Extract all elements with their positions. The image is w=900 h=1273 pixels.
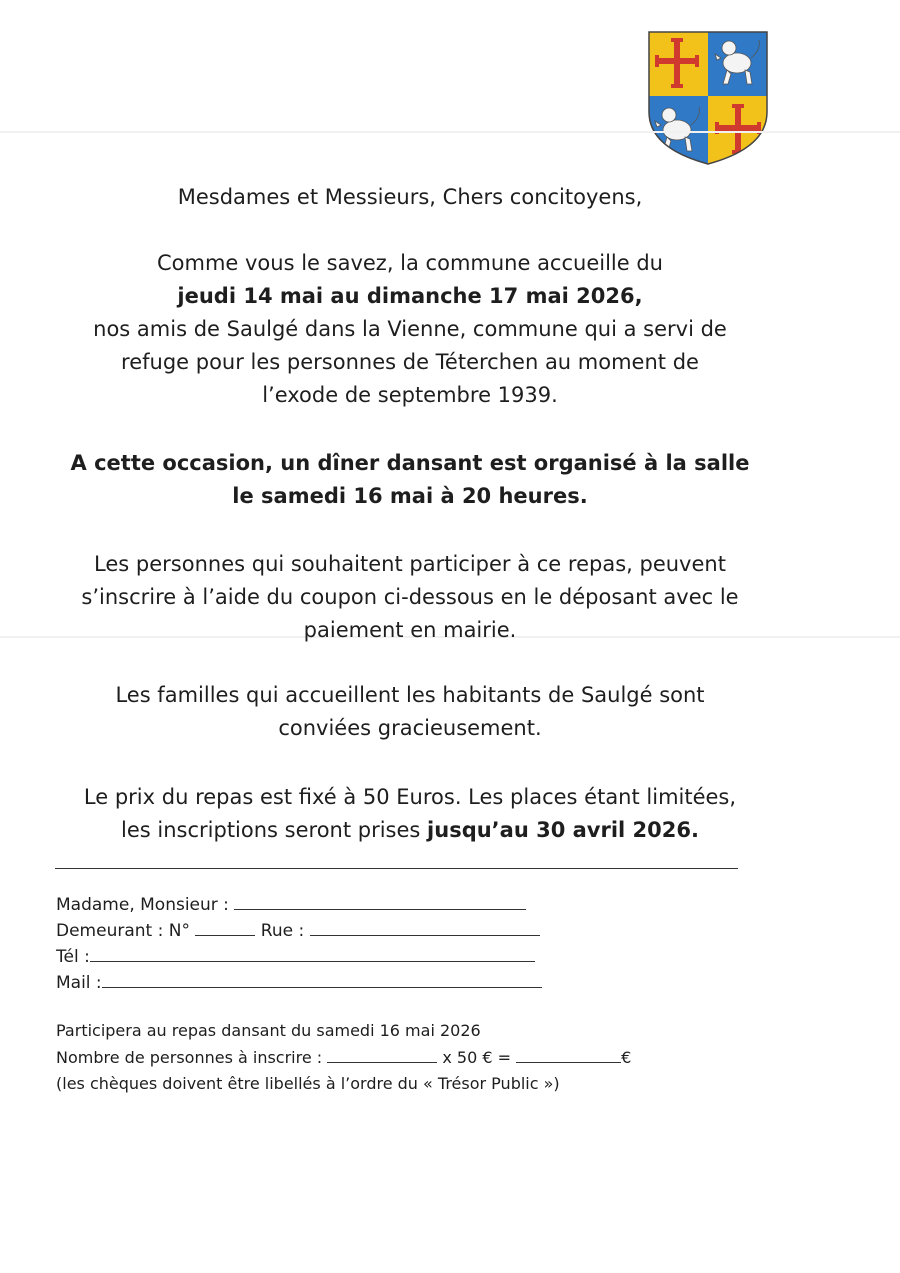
event-date-time: le samedi 16 mai à 20 heures. — [232, 484, 588, 508]
intro-line: refuge pour les personnes de Téterchen au moment de — [121, 350, 699, 374]
currency-symbol: € — [621, 1048, 632, 1067]
participation-line: Participera au repas dansant du samedi 16 mai 2026 — [56, 1021, 481, 1040]
phone-label: Tél : — [56, 947, 90, 967]
event-announcement — [0, 447, 820, 513]
house-number-field[interactable] — [195, 917, 255, 936]
paper-fold-line — [0, 131, 900, 133]
street-label: Rue : — [260, 921, 305, 941]
phone-row — [56, 943, 542, 969]
count-label: Nombre de personnes à inscrire : — [56, 1048, 323, 1067]
count-row — [56, 1044, 631, 1071]
street-field[interactable] — [310, 917, 540, 936]
registration-paragraph — [0, 548, 820, 647]
families-paragraph — [0, 679, 820, 745]
cheque-note: (les chèques doivent être libellés à l’ordre du « Trésor Public ») — [56, 1074, 560, 1093]
mail-field[interactable] — [102, 969, 542, 988]
coupon-footer — [56, 1018, 631, 1097]
price-line: Le prix du repas est fixé à 50 Euros. Les places étant limitées, — [83, 785, 737, 809]
price-paragraph — [0, 781, 820, 847]
registration-coupon — [56, 891, 542, 995]
families-line: conviées gracieusement. — [278, 716, 542, 740]
greeting: Mesdames et Messieurs, Chers concitoyens, — [177, 185, 643, 209]
coupon-separator — [55, 868, 738, 869]
intro-line: Comme vous le savez, la commune accueille du — [156, 251, 663, 275]
visit-dates: jeudi 14 mai au dimanche 17 mai 2026, — [177, 284, 643, 308]
mail-row — [56, 969, 542, 995]
intro-line: l’exode de septembre 1939. — [262, 383, 558, 407]
intro-paragraph — [0, 247, 820, 412]
total-amount-field[interactable] — [516, 1044, 621, 1063]
address-row — [56, 917, 542, 943]
registration-line: s’inscrire à l’aide du coupon ci-dessous en le déposant avec le — [81, 585, 739, 609]
mail-label: Mail : — [56, 973, 102, 993]
price-line — [0, 814, 820, 847]
coat-of-arms-logo — [647, 30, 769, 166]
registration-line: Les personnes qui souhaitent participer à ce repas, peuvent — [94, 552, 726, 576]
price-line-prefix: les inscriptions seront prises — [121, 818, 428, 842]
registration-line: paiement en mairie. — [303, 618, 517, 642]
price-multiplier: x 50 € = — [442, 1048, 512, 1067]
intro-line: nos amis de Saulgé dans la Vienne, commune qui a servi de — [93, 317, 727, 341]
event-line: A cette occasion, un dîner dansant est organisé à la salle — [70, 451, 750, 475]
families-line: Les familles qui accueillent les habitants de Saulgé sont — [115, 683, 705, 707]
name-field[interactable] — [234, 891, 526, 910]
registration-deadline: jusqu’au 30 avril 2026. — [427, 818, 699, 842]
phone-field[interactable] — [90, 943, 535, 962]
person-count-field[interactable] — [327, 1044, 437, 1063]
house-number-label: Demeurant : N° — [56, 921, 190, 941]
name-label: Madame, Monsieur : — [56, 895, 229, 915]
name-row — [56, 891, 542, 917]
